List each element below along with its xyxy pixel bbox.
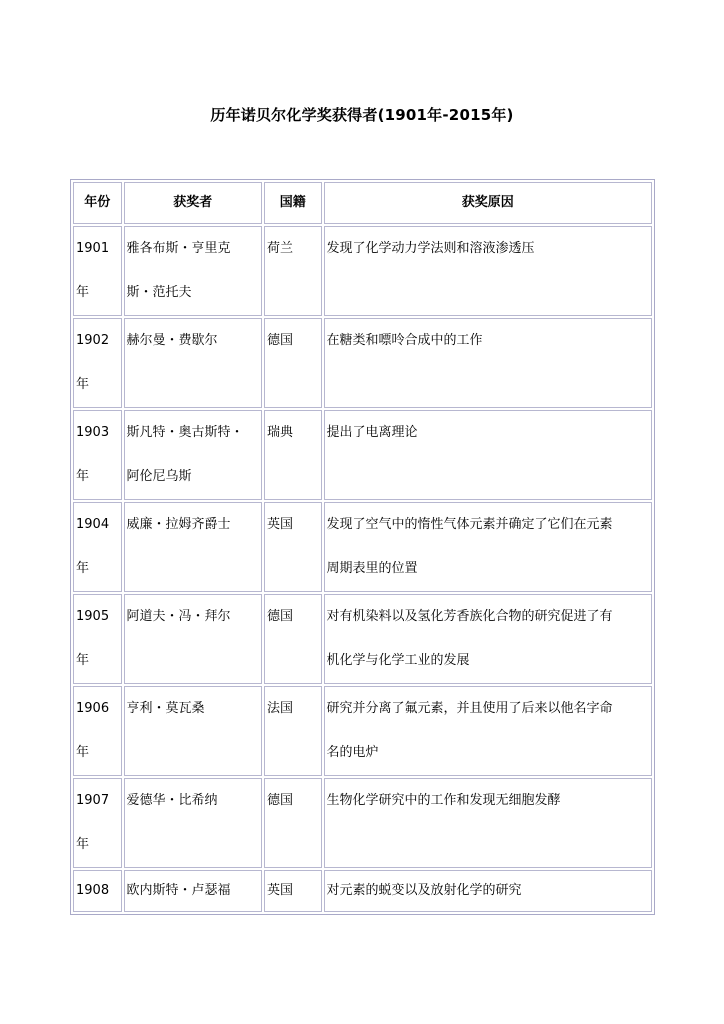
table-row: [73, 686, 652, 776]
nationality-cell: 英国: [264, 870, 322, 912]
table-row: [73, 502, 652, 592]
nationality-cell: 德国: [264, 594, 322, 684]
laureate-cell: 赫尔曼・费歇尔: [124, 318, 262, 408]
nationality-cell: 法国: [264, 686, 322, 776]
year-cell: 1906 年: [73, 686, 122, 776]
reason-cell: 提出了电离理论: [324, 410, 652, 500]
laureate-cell: 亨利・莫瓦桑: [124, 686, 262, 776]
laureate-cell: 雅各布斯・亨里克 斯・范托夫: [124, 226, 262, 316]
header-nationality: 国籍: [264, 182, 322, 224]
year-cell: 1902 年: [73, 318, 122, 408]
year-cell: 1905 年: [73, 594, 122, 684]
year-cell: 1908: [73, 870, 122, 912]
laureate-cell: 阿道夫・冯・拜尔: [124, 594, 262, 684]
year-cell: 1907 年: [73, 778, 122, 868]
reason-cell: 生物化学研究中的工作和发现无细胞发酵: [324, 778, 652, 868]
nationality-cell: 英国: [264, 502, 322, 592]
year-cell: 1903 年: [73, 410, 122, 500]
year-cell: 1901 年: [73, 226, 122, 316]
laureate-cell: 爱德华・比希纳: [124, 778, 262, 868]
table-row: [73, 870, 652, 912]
laureate-cell: 欧内斯特・卢瑟福: [124, 870, 262, 912]
laureates-table: [70, 179, 655, 915]
table-row: [73, 318, 652, 408]
reason-cell: 研究并分离了氟元素，并且使用了后来以他名字命 名的电炉: [324, 686, 652, 776]
header-laureate: 获奖者: [124, 182, 262, 224]
reason-cell: 对元素的蜕变以及放射化学的研究: [324, 870, 652, 912]
header-reason: 获奖原因: [324, 182, 652, 224]
year-cell: 1904 年: [73, 502, 122, 592]
reason-cell: 发现了化学动力学法则和溶液渗透压: [324, 226, 652, 316]
nationality-cell: 德国: [264, 318, 322, 408]
table-row: [73, 410, 652, 500]
laureate-cell: 威廉・拉姆齐爵士: [124, 502, 262, 592]
nationality-cell: 荷兰: [264, 226, 322, 316]
table-row: [73, 226, 652, 316]
header-year: 年份: [73, 182, 122, 224]
table-header-row: [73, 182, 652, 224]
table-row: [73, 778, 652, 868]
page-title: 历年诺贝尔化学奖获得者(1901年-2015年): [210, 106, 514, 124]
reason-cell: 在糖类和嘌呤合成中的工作: [324, 318, 652, 408]
nationality-cell: 德国: [264, 778, 322, 868]
laureate-cell: 斯凡特・奥古斯特・ 阿伦尼乌斯: [124, 410, 262, 500]
reason-cell: 发现了空气中的惰性气体元素并确定了它们在元素 周期表里的位置: [324, 502, 652, 592]
laureates-table-wrapper: [70, 179, 655, 915]
table-row: [73, 594, 652, 684]
nationality-cell: 瑞典: [264, 410, 322, 500]
reason-cell: 对有机染料以及氢化芳香族化合物的研究促进了有 机化学与化学工业的发展: [324, 594, 652, 684]
